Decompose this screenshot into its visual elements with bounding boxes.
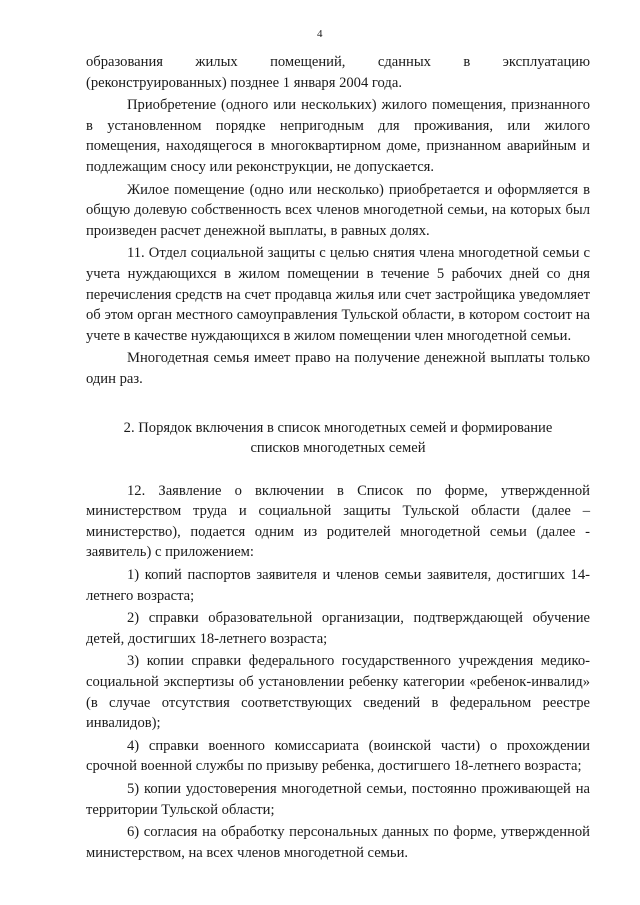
paragraph-one-time-payment: Многодетная семья имеет право на получение денежной выплаты только один раз. bbox=[86, 350, 590, 387]
list-item-5: 5) копии удостоверения многодетной семьи, постоянно проживающей на территории Тульской области; bbox=[86, 781, 590, 818]
list-item-3: 3) копии справки федерального государственного учреждения медико-социальной экспертизы об установлении ребенку категории «ребенок-инвалид» (в случае отсутствия соответствующих сведений в федеральном реестре инвалидов); bbox=[86, 653, 590, 732]
document-body bbox=[86, 52, 590, 863]
list-item-2: 2) справки образовательной организации, подтверждающей обучение детей, достигших 18-летнего возраста; bbox=[86, 610, 590, 647]
list-item-1: 1) копий паспортов заявителя и членов семьи заявителя, достигших 14-летнего возраста; bbox=[86, 567, 590, 604]
paragraph-shared-ownership: Жилое помещение (одно или несколько) приобретается и оформляется в общую долевую собственность всех членов многодетной семьи, на которых был произведен расчет денежной выплаты, в равных долях. bbox=[86, 181, 590, 239]
paragraph-item-11: 11. Отдел социальной защиты с целью снятия члена многодетной семьи с учета нуждающихся в жилом помещении в течение 5 рабочих дней со дня перечисления средств на счет продавца жилья или счет застройщика уведомляет об этом орган местного самоуправления Тульской области, в котором состоит на учете в качестве нуждающихся в жилом помещении член многодетной семьи. bbox=[86, 245, 590, 344]
page-number: 4 bbox=[317, 28, 323, 40]
paragraph-continuation-end: (реконструированных) позднее 1 января 2004 года. bbox=[86, 74, 402, 91]
section-heading-line-1: 2. Порядок включения в список многодетных семей и формирование bbox=[123, 419, 553, 436]
paragraph-item-12: 12. Заявление о включении в Список по форме, утвержденной министерством труда и социальной защиты Тульской области (далее – министерство), подается одним из родителей многодетной семьи (далее - заявитель) с приложением: bbox=[86, 482, 590, 561]
paragraph-continuation-line: образования жилых помещений, сданных в эксплуатацию bbox=[86, 54, 590, 70]
list-item-6: 6) согласия на обработку персональных данных по форме, утвержденной министерством, на всех членов многодетной семьи. bbox=[86, 824, 590, 861]
paragraph-acquisition-restriction: Приобретение (одного или нескольких) жилого помещения, признанного в установленном порядке непригодным для проживания, или жилого помещения, находящегося в многоквартирном доме, признанном аварийным и подлежащим сносу или реконструкции, не допускается. bbox=[86, 97, 590, 175]
list-item-4: 4) справки военного комиссариата (воинской части) о прохождении срочной военной службы по призыву ребенка, достигшего 18-летнего возраста; bbox=[86, 737, 590, 775]
section-heading-line-2: списков многодетных семей bbox=[250, 440, 426, 457]
section-heading bbox=[86, 418, 590, 459]
